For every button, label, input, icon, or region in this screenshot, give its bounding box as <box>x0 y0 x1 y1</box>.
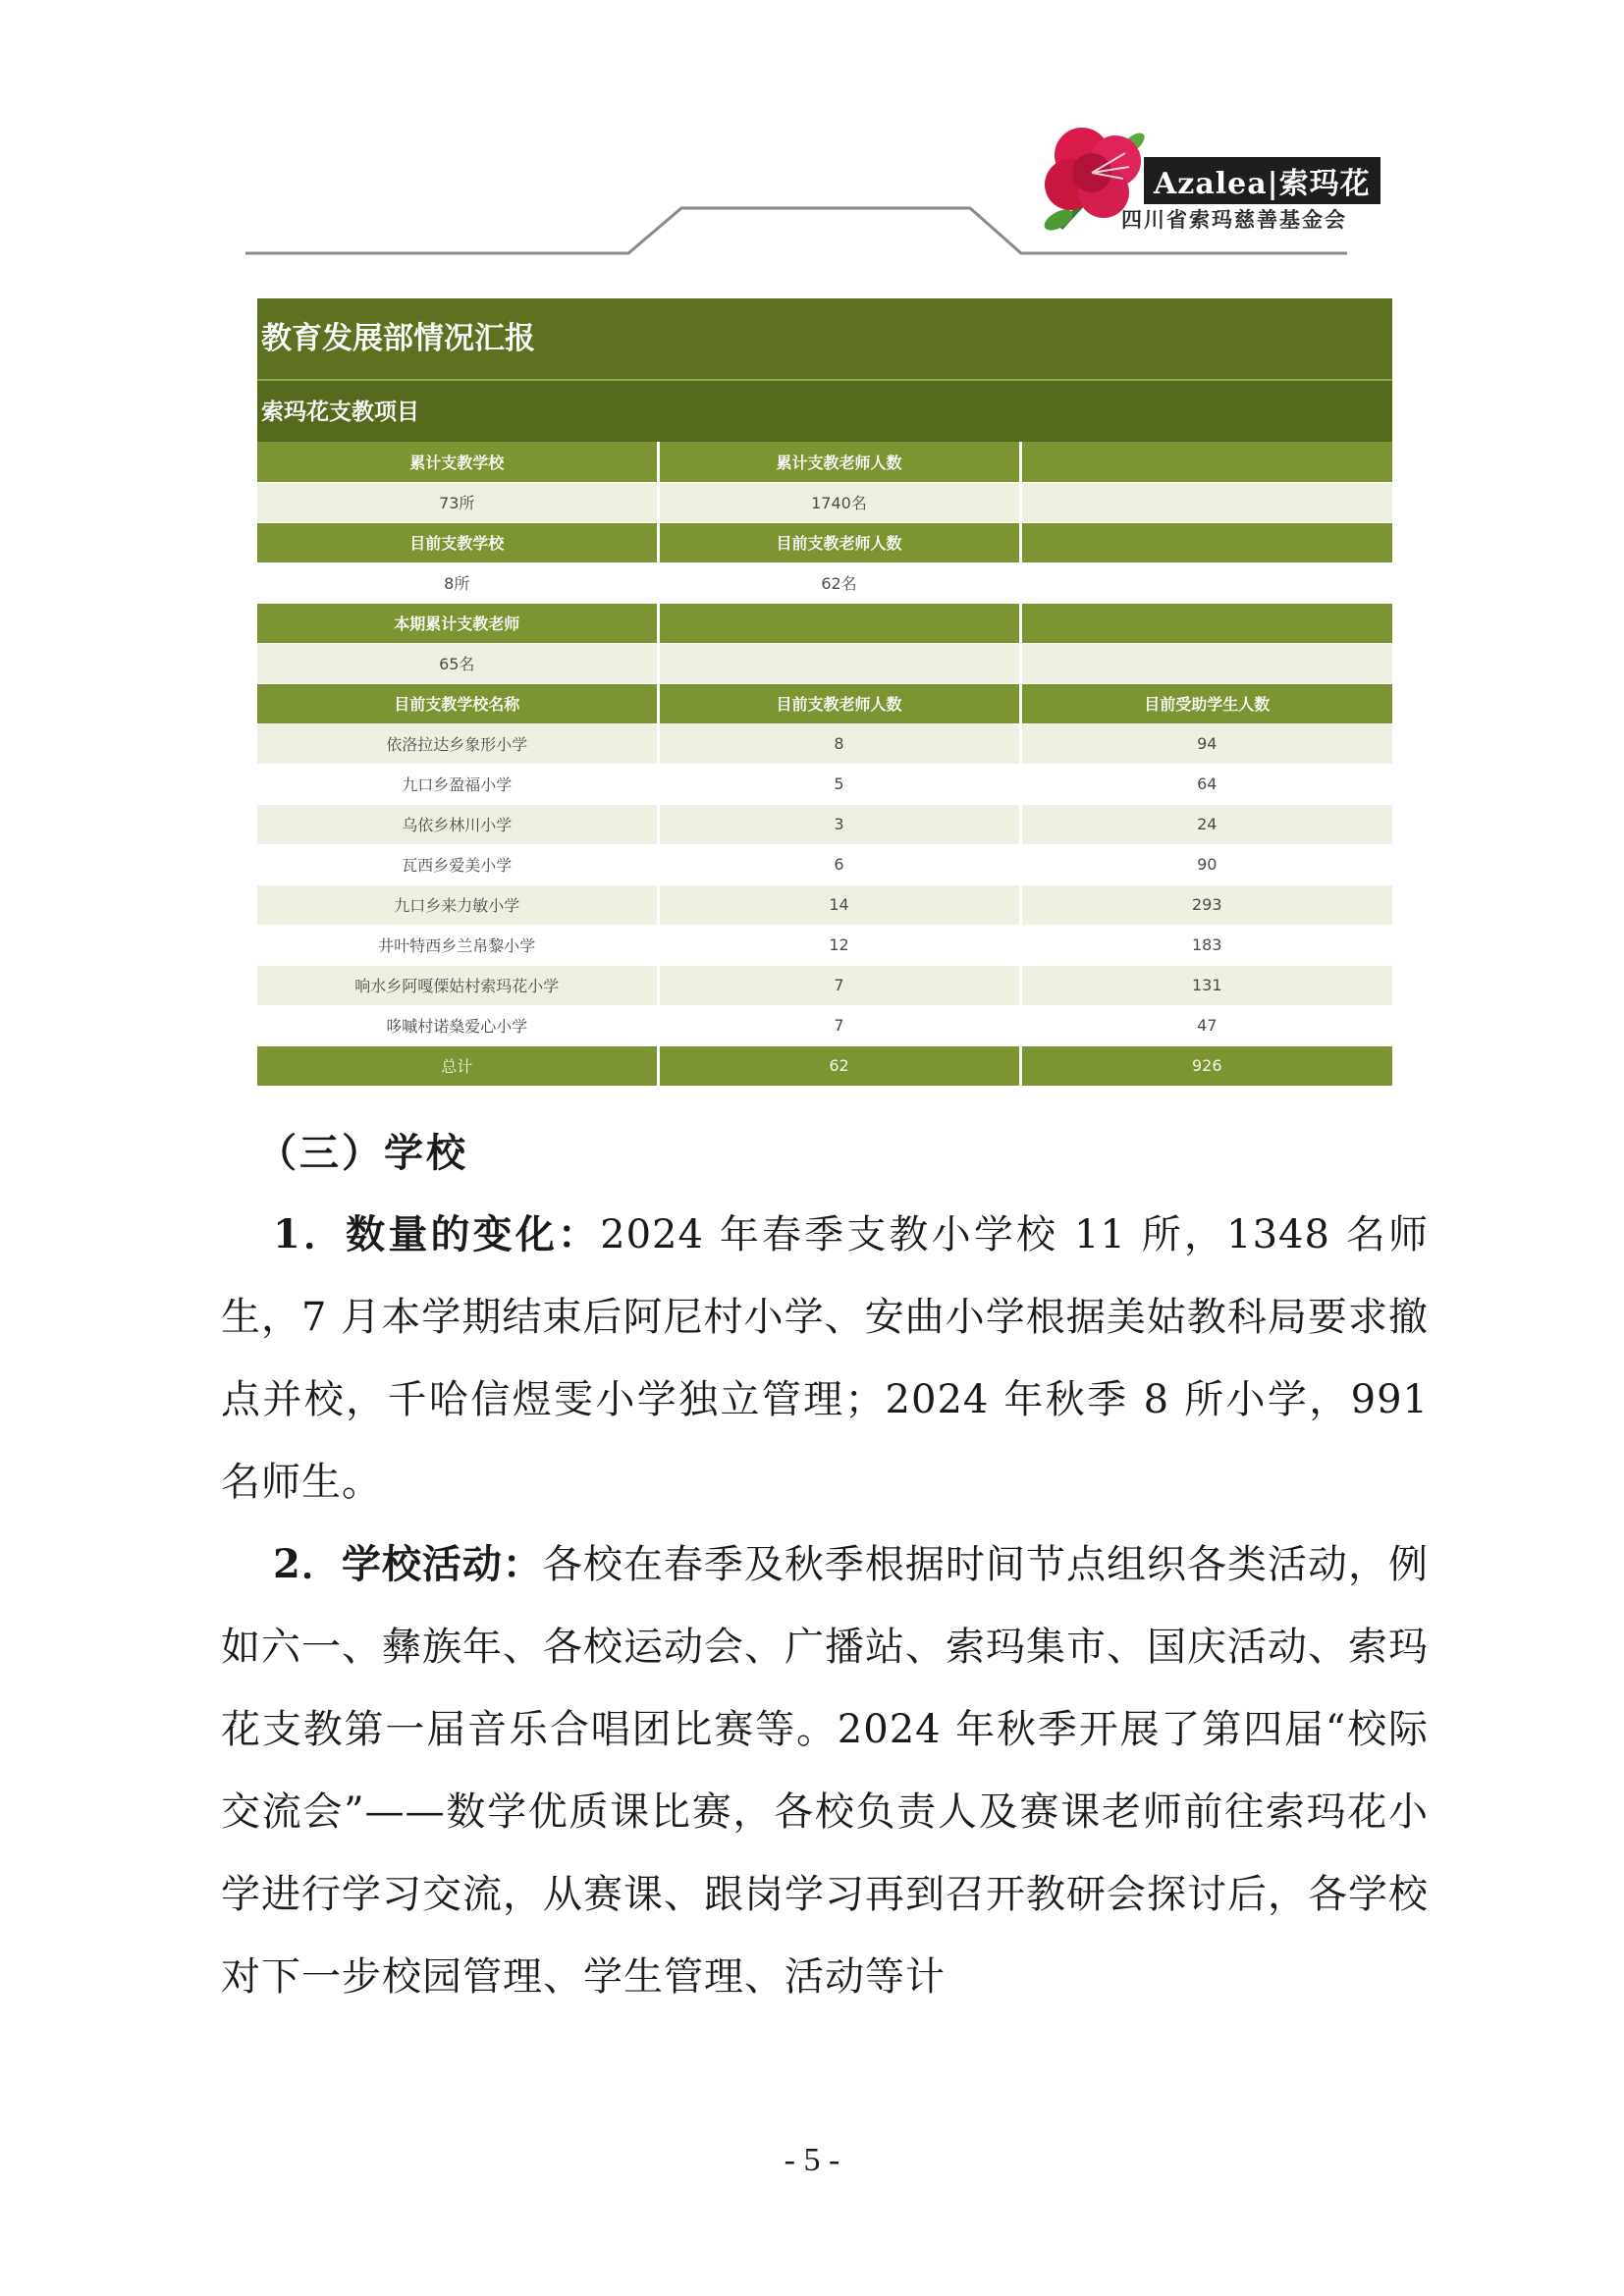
table-cell: 九口乡盈福小学 <box>257 764 658 804</box>
paragraph-2-body: 各校在春季及秋季根据时间节点组织各类活动，例如六一、彝族年、各校运动会、广播站、索玛集市、国庆活动、索玛花支教第一届音乐合唱团比赛等。2024 年秋季开展了第四届“校际交流会”——数学优质课比赛，各校负责人及赛课老师前往索玛花小学进行学习交流，从赛课、跟岗学习再到召开教研会探讨后，各学校对下一步校园管理、学生管理、活动等计 <box>221 1542 1429 2000</box>
school-row <box>257 965 1392 1005</box>
table-cell: 94 <box>1020 723 1392 764</box>
table-cell: 响水乡阿嘎傈姑村索玛花小学 <box>257 965 658 1005</box>
table-cell: 90 <box>1020 844 1392 884</box>
school-row <box>257 804 1392 844</box>
table-cell: 926 <box>1020 1045 1392 1086</box>
table-cell: 目前支教学校 <box>257 522 658 562</box>
table-cell: 47 <box>1020 1005 1392 1045</box>
table-cell: 目前支教学校名称 <box>257 683 658 723</box>
table-cell: 5 <box>658 764 1020 804</box>
education-report-table <box>257 298 1392 1087</box>
table-cell: 九口乡来力敏小学 <box>257 884 658 925</box>
school-row <box>257 925 1392 965</box>
table-cell <box>1020 562 1392 603</box>
summary-row <box>257 562 1392 603</box>
table-cell: 瓦西乡爱美小学 <box>257 844 658 884</box>
table-cell: 哆嘁村诺燊爱心小学 <box>257 1005 658 1045</box>
table-cell: 总计 <box>257 1045 658 1086</box>
table-cell: 6 <box>658 844 1020 884</box>
logo-subtitle: 四川省索玛慈善基金会 <box>1121 207 1347 232</box>
report-grid <box>257 442 1392 1087</box>
summary-header-row <box>257 603 1392 643</box>
table-cell: 12 <box>658 925 1020 965</box>
summary-header-row <box>257 522 1392 562</box>
header-divider-line <box>0 0 1624 275</box>
table-cell: 目前受助学生人数 <box>1020 683 1392 723</box>
table-cell: 1740名 <box>658 482 1020 522</box>
school-row <box>257 764 1392 804</box>
summary-row <box>257 643 1392 683</box>
table-cell: 井叶特西乡兰帛黎小学 <box>257 925 658 965</box>
total-row <box>257 1045 1392 1086</box>
table-cell: 65名 <box>257 643 658 683</box>
logo-title: Azalea|索玛花 <box>1144 157 1380 204</box>
table-cell: 目前支教老师人数 <box>658 683 1020 723</box>
table-cell: 8 <box>658 723 1020 764</box>
school-row <box>257 844 1392 884</box>
school-row <box>257 1005 1392 1045</box>
table-cell: 本期累计支教老师 <box>257 603 658 643</box>
table-cell: 62 <box>658 1045 1020 1086</box>
table-cell <box>658 603 1020 643</box>
paragraph-1-body: 2024 年春季支教小学校 11 所，1348 名师生，7 月本学期结束后阿尼村小学、安曲小学根据美姑教科局要求撤点并校，千哈信煜雯小学独立管理；2024 年秋季 8 所小学，991 名师生。 <box>221 1212 1429 1505</box>
table-cell: 7 <box>658 965 1020 1005</box>
summary-header-row <box>257 442 1392 482</box>
table-cell <box>1020 442 1392 482</box>
table-cell: 183 <box>1020 925 1392 965</box>
table-cell: 131 <box>1020 965 1392 1005</box>
table-cell <box>658 643 1020 683</box>
table-cell: 62名 <box>658 562 1020 603</box>
table-cell: 乌依乡林川小学 <box>257 804 658 844</box>
table-cell <box>1020 482 1392 522</box>
table-cell: 14 <box>658 884 1020 925</box>
detail-header-row <box>257 683 1392 723</box>
table-cell: 累计支教学校 <box>257 442 658 482</box>
report-title: 教育发展部情况汇报 <box>257 298 1392 379</box>
school-row <box>257 723 1392 764</box>
school-row <box>257 884 1392 925</box>
summary-row <box>257 482 1392 522</box>
table-cell: 293 <box>1020 884 1392 925</box>
table-cell <box>1020 603 1392 643</box>
paragraph-quantity-change <box>221 1194 1429 1523</box>
table-cell: 依洛拉达乡象形小学 <box>257 723 658 764</box>
table-cell: 3 <box>658 804 1020 844</box>
report-grid-body <box>257 442 1392 1086</box>
page-number: - 5 - <box>784 2142 840 2178</box>
table-cell: 累计支教老师人数 <box>658 442 1020 482</box>
paragraph-1-lead: 1．数量的变化： <box>273 1211 601 1257</box>
section-heading: （三）学校 <box>257 1130 468 1176</box>
table-cell: 8所 <box>257 562 658 603</box>
paragraph-2-lead: 2．学校活动： <box>273 1541 543 1587</box>
paragraph-school-activities <box>221 1523 1429 2018</box>
table-cell: 64 <box>1020 764 1392 804</box>
table-cell: 24 <box>1020 804 1392 844</box>
table-cell <box>1020 522 1392 562</box>
table-cell: 7 <box>658 1005 1020 1045</box>
table-cell <box>1020 643 1392 683</box>
table-cell: 目前支教老师人数 <box>658 522 1020 562</box>
report-subtitle: 索玛花支教项目 <box>257 379 1392 442</box>
foundation-logo <box>1031 118 1371 245</box>
table-cell: 73所 <box>257 482 658 522</box>
